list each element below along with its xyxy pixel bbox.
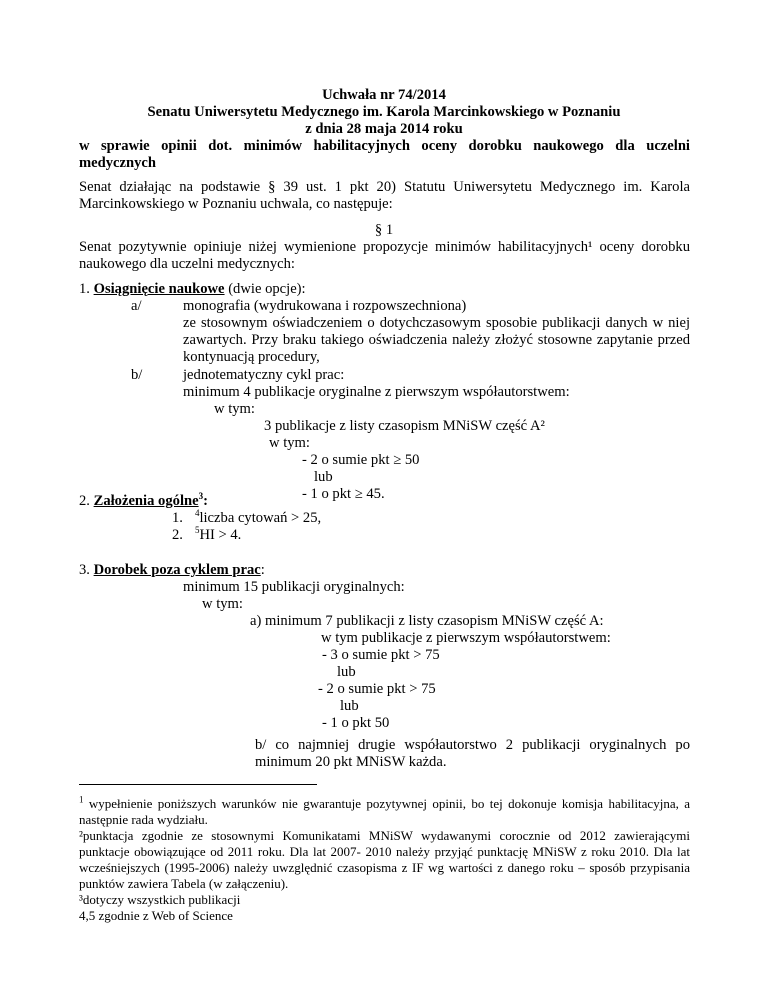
footnote-separator [79,784,317,785]
section-3-line: w tym publikacje z pierwszym współautorstwem: [321,630,611,646]
paragraph-mark: § 1 [374,222,394,238]
resolution-subject: w sprawie opinii dot. minimów habilitacyjnych oceny dorobku naukowego dla uczelni medycznych [79,138,690,171]
intro-text: Senat działając na podstawie § 39 ust. 1 pkt 20) Statutu Uniwersytetu Medycznego im. Karola Marcinkowskiego w Poznaniu uchwala, co następuje: [79,179,690,212]
general-item-footnote-ref: 5 [194,525,200,536]
footnote-1-mark: 1 [79,794,84,805]
section-2-title: Założenia ogólne [93,493,199,509]
section-3-line: lub [337,664,356,680]
paragraph-text: Senat pozytywnie opiniuje niżej wymienione propozycje minimów habilitacyjnych¹ oceny dorobku naukowego dla uczelni medycznych: [79,239,690,272]
option-b-label: b/ [131,367,143,383]
section-2-heading [79,493,208,510]
general-item-footnote-ref: 4 [194,508,200,519]
option-b-line: lub [314,469,333,485]
option-a-label: a/ [131,298,142,314]
option-b-line: w tym: [214,401,255,417]
option-b-line: 3 publikacje z listy czasopism MNiSW część A² [264,418,545,434]
section-3-number: 3. [79,562,94,578]
section-2-colon: : [203,493,208,509]
resolution-date: z dnia 28 maja 2014 roku [305,121,463,137]
section-3-line: w tym: [202,596,243,612]
section-3-line: lub [340,698,359,714]
footnote-2: ²punktacja zgodnie ze stosownymi Komunikatami MNiSW wydawanymi corocznie od 2012 zawierającymi punktacje obowiązujące od 2011 roku. Dla lat 2007- 2010 należy przyjąć punktację MNiSW z roku 2010. Dla lat wcześniejszych (1995-2006) należy uwzględnić czasopisma z IF wg wartości z danego roku – sposób przypisania punktów zawiera Tabela (w załączeniu). [79,828,690,891]
section-3-line: - 1 o pkt 50 [322,715,390,731]
section-3-title: Dorobek poza cyklem prac [93,562,261,578]
section-2-footnote-ref: 3 [198,491,204,502]
resolution-number: Uchwała nr 74/2014 [322,87,446,103]
general-item [172,527,241,544]
section-3-line: a) minimum 7 publikacji z listy czasopism MNiSW część A: [250,613,604,629]
section-3-heading [79,562,265,579]
section-3-suffix: : [260,562,265,578]
resolution-issuer: Senatu Uniwersytetu Medycznego im. Karola Marcinkowskiego w Poznaniu [147,104,621,120]
option-a-line: ze stosownym oświadczeniem o dotychczasowym sposobie publikacji danych w niej zawartych. Przy braku takiego oświadczenia należy złożyć stosowne zapytanie przed kontynuacją procedury, [183,315,690,365]
footnote-1 [79,796,690,828]
section-3-line: - 2 o sumie pkt > 75 [318,681,436,697]
option-b-line: jednotematyczny cykl prac: [183,367,345,383]
general-item-text: HI > 4. [199,527,242,543]
general-item-text: liczba cytowań > 25, [199,510,322,526]
section-3-line: - 3 o sumie pkt > 75 [322,647,440,663]
footnote-1-text: wypełnienie poniższych warunków nie gwarantuje pozytywnej opinii, bo tej dokonuje komisja habilitacyjna, a następnie rada wydziału. [79,796,690,827]
footnote-4-5: 4,5 zgodnie z Web of Science [79,908,233,923]
general-item-number: 1. [172,510,183,526]
option-a-line: monografia (wydrukowana i rozpowszechniona) [183,298,467,314]
section-1-heading [79,281,306,298]
option-b-line: - 1 o pkt ≥ 45. [302,486,385,502]
section-1-suffix: (dwie opcje): [224,281,306,297]
section-3-line: minimum 15 publikacji oryginalnych: [183,579,405,595]
option-b-line: - 2 o sumie pkt ≥ 50 [302,452,420,468]
footnote-3: ³dotyczy wszystkich publikacji [79,892,241,907]
section-2-number: 2. [79,493,94,509]
section-1-title: Osiągnięcie naukowe [93,281,225,297]
general-item-number: 2. [172,527,183,543]
section-1-number: 1. [79,281,94,297]
option-b-line: minimum 4 publikacje oryginalne z pierwszym współautorstwem: [183,384,570,400]
section-3-b-text: b/ co najmniej drugie współautorstwo 2 publikacji oryginalnych po minimum 20 pkt MNiSW każda. [255,737,690,770]
option-b-line: w tym: [269,435,310,451]
